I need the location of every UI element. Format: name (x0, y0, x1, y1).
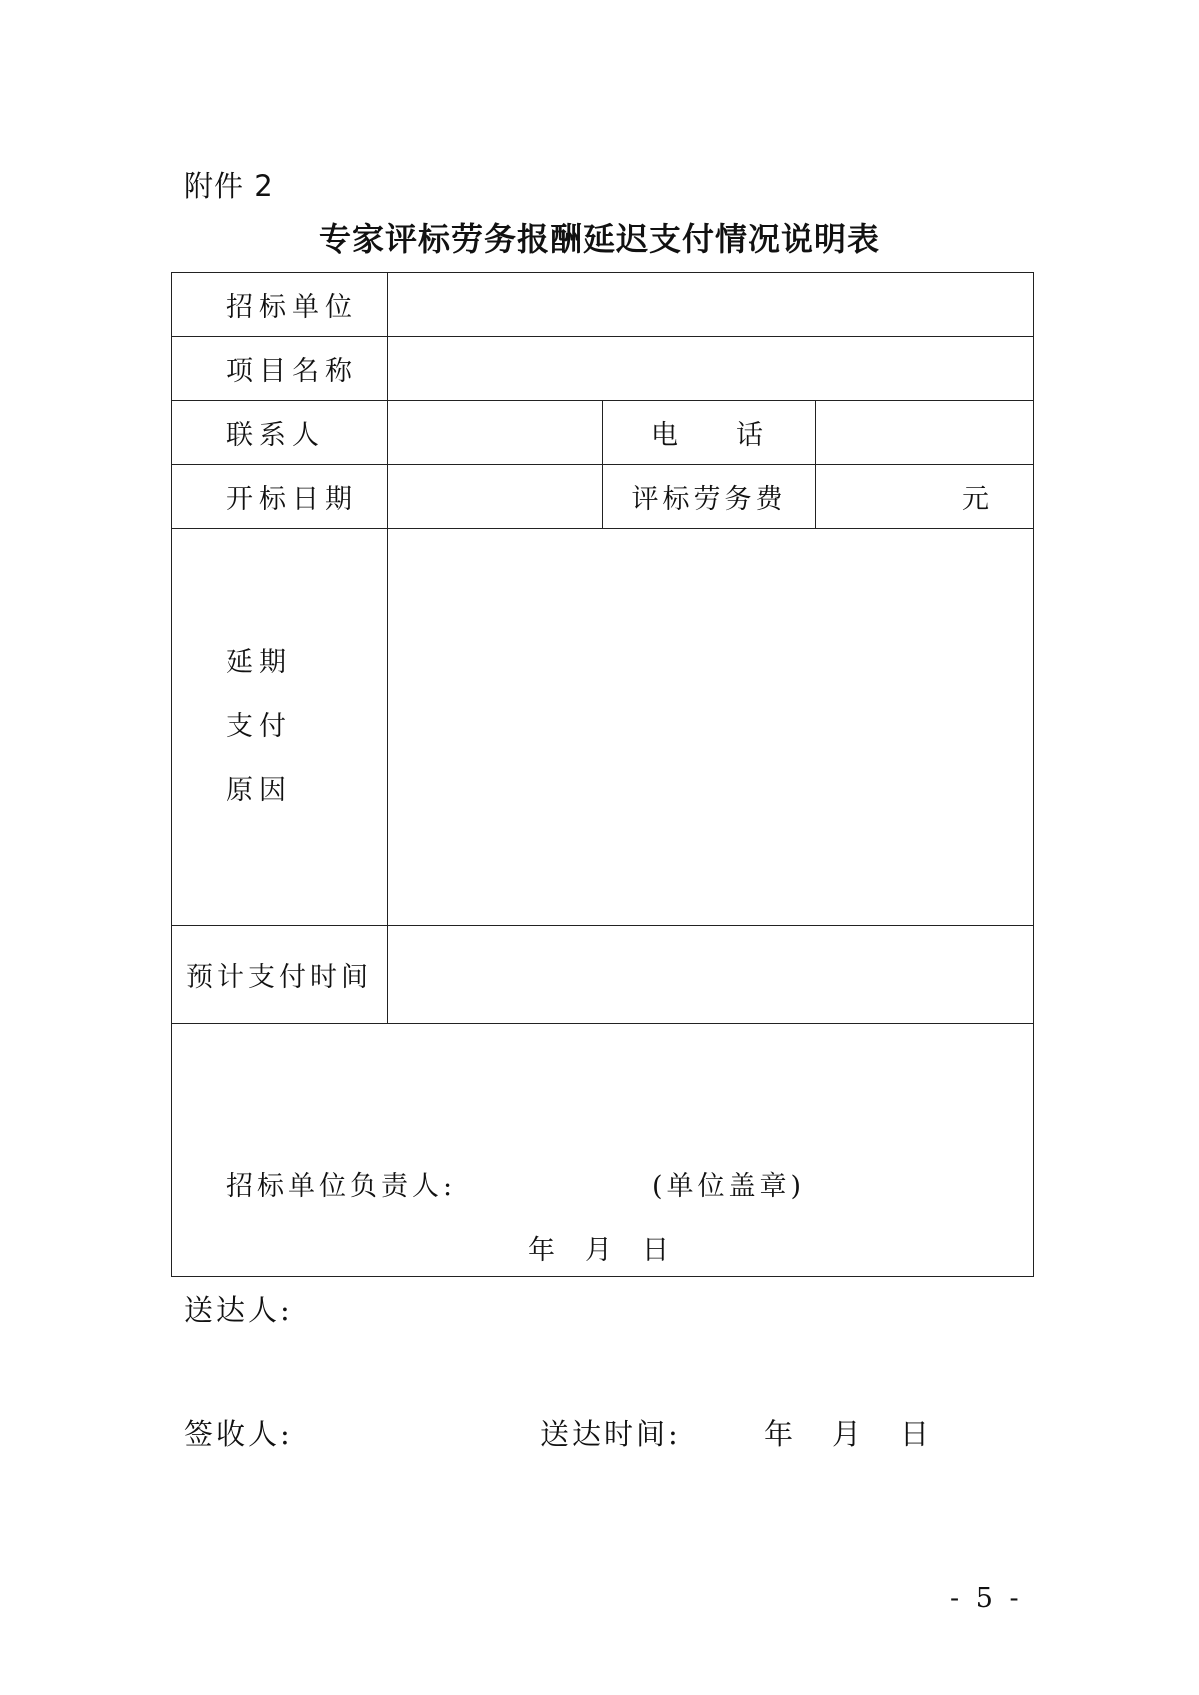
phone-label (603, 401, 816, 465)
phone-field[interactable] (816, 401, 1034, 465)
row-signature (172, 1024, 1034, 1277)
delivery-day: 日 (900, 1417, 933, 1451)
receiver-label: 签收人: (184, 1417, 293, 1451)
opening-date-field[interactable] (388, 465, 603, 529)
signature-year: 年 (528, 1235, 555, 1266)
row-delay-reason (172, 529, 1034, 926)
expected-payment-time-field[interactable] (388, 926, 1034, 1024)
fee-label: 评标劳务费 (603, 465, 816, 529)
delivery-date (764, 1412, 932, 1453)
signature-cell[interactable] (172, 1024, 1034, 1277)
delay-reason-label (172, 529, 388, 926)
opening-date-label: 开标日期 (172, 465, 388, 529)
project-name-label: 项目名称 (172, 337, 388, 401)
project-name-field[interactable] (388, 337, 1034, 401)
page-title: 专家评标劳务报酬延迟支付情况说明表 (318, 220, 880, 258)
delay-reason-line-3: 原因 (226, 775, 292, 806)
delay-reason-field[interactable] (388, 529, 1034, 926)
deliverer-label: 送达人: (184, 1293, 293, 1327)
attachment-label: 附件 2 (184, 169, 274, 203)
phone-label-char-1: 电 (651, 420, 682, 451)
delay-reason-line-1: 延期 (226, 647, 292, 678)
delay-reason-line-2: 支付 (226, 711, 292, 742)
row-contact (172, 401, 1034, 465)
row-bidding-unit (172, 273, 1034, 337)
contact-label: 联系人 (172, 401, 388, 465)
unit-seal-label: (单位盖章) (652, 1171, 806, 1202)
delivery-year: 年 (764, 1417, 797, 1451)
responsible-person-label: 招标单位负责人: (226, 1171, 457, 1202)
delivery-time-label: 送达时间: (540, 1417, 681, 1451)
delivery-month: 月 (832, 1417, 865, 1451)
fee-field[interactable] (816, 465, 1034, 529)
signature-day: 日 (642, 1235, 669, 1266)
fee-unit: 元 (962, 484, 990, 515)
report-form-table (171, 272, 1034, 1277)
row-opening-date (172, 465, 1034, 529)
signature-date (528, 1228, 669, 1267)
expected-payment-time-label: 预计支付时间 (172, 926, 388, 1024)
row-project-name (172, 337, 1034, 401)
signature-month: 月 (585, 1235, 612, 1266)
phone-label-char-2: 话 (736, 420, 767, 451)
page-number: - 5 - (950, 1583, 1023, 1614)
bidding-unit-label: 招标单位 (172, 273, 388, 337)
contact-field[interactable] (388, 401, 603, 465)
row-expected-time (172, 926, 1034, 1024)
bidding-unit-field[interactable] (388, 273, 1034, 337)
